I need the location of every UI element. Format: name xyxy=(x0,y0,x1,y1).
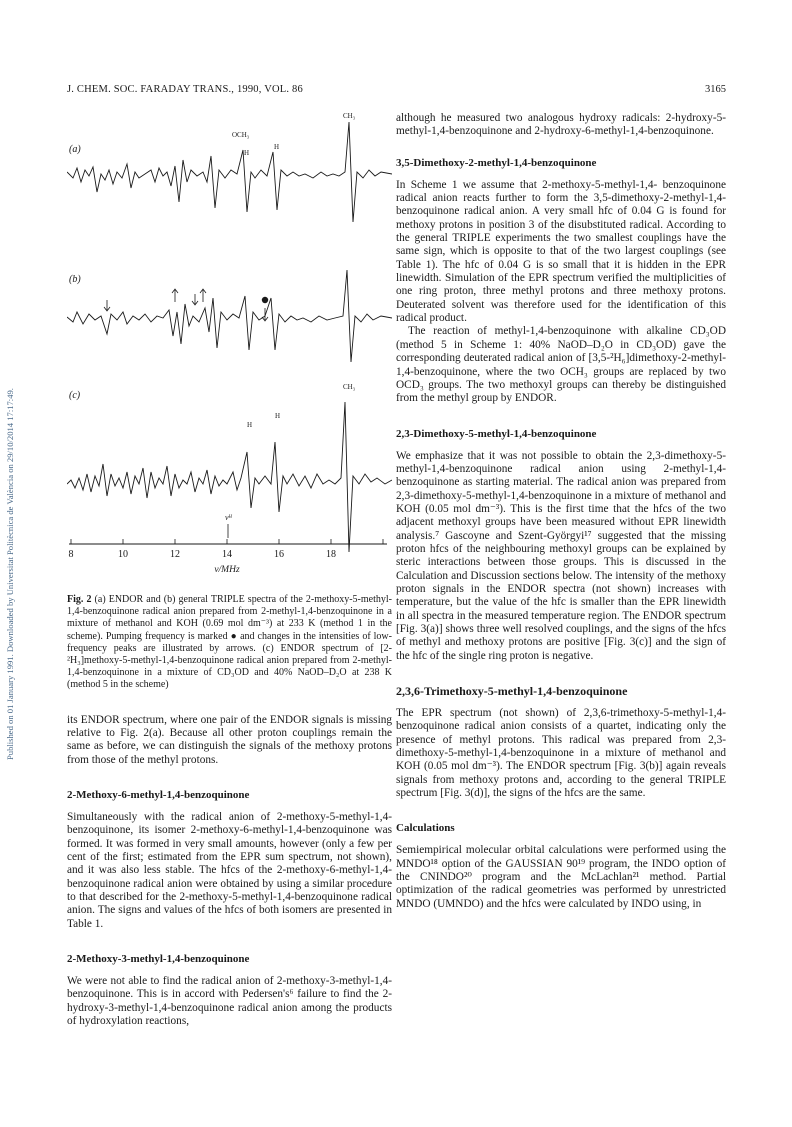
axis-tick-label: 16 xyxy=(274,549,284,560)
spectrum-trace-a xyxy=(67,122,392,222)
h-label-a2: H xyxy=(274,143,280,151)
section-heading: 2-Methoxy-6-methyl-1,4-benzoquinone xyxy=(67,789,250,801)
axis-tick-label: 18 xyxy=(326,549,336,560)
axis-tick-label: 12 xyxy=(170,549,180,560)
section-heading: 3,5-Dimethoxy-2-methyl-1,4-benzoquinone xyxy=(396,156,597,169)
arrow-marks-b xyxy=(104,289,268,321)
panel-a-label: (a) xyxy=(69,144,81,155)
paragraph: The reaction of methyl-1,4-benzoquinone with alkaline CD₃OD (method 5 in Scheme 1: 40% NaOD–D₂O in CD₃OD) gave the corresponding deuterated radical anion of [3,5-²H₆]dimethoxy-2-methyl-1,4-benzoquinone, where the two OCH₃ groups are replaced by two OCD₃ groups. The two methoxyl groups can thereby be distinguished from the methyl group by ENDOR. xyxy=(396,325,726,405)
download-watermark: Published on 01 January 1991. Downloaded by Universitat Politècnica de València on 29/10/2014 17:17:49. xyxy=(5,388,15,760)
spectrum-trace-c xyxy=(67,402,392,552)
pump-frequency-marker xyxy=(262,297,268,303)
left-column xyxy=(67,112,392,1028)
ch3-label-c: CH₃ xyxy=(343,383,356,391)
right-column xyxy=(396,112,726,911)
axis-label: ν/MHz xyxy=(214,565,240,575)
figure-caption xyxy=(67,594,392,692)
caption-text: (a) ENDOR and (b) general TRIPLE spectra of the 2-methoxy-5-methyl-1,4-benzoquinone radical anion prepared from 2-methyl-1,4-benzoquinone in a mixture of methanol and KOH (0.69 mol dm⁻³) at 233 K (method 1 in the scheme). Pumping frequency is marked ● and changes in the intensities of low-frequency peaks are illustrated by arrows. (c) ENDOR spectrum of [2-²H₃]methoxy-5-methyl-1,4-benzoquinone radical anion prepared from 2-methyl-1,4-benzoquinone in a mixture of CD₃OD and 40% NaOD–D₂O at 238 K (method 5 in the scheme) xyxy=(67,594,392,691)
axis-tick-label: 8 xyxy=(68,549,74,560)
paragraph: We emphasize that it was not possible to obtain the 2,3-dimethoxy-5-methyl-1,4-benzoquinone radical anion using 2-methyl-1,4-benzoquinone as starting material. The radical anion was prepared from 2,3-dimethoxy-5-methyl-1,4-benzoquinone in a mixture of methanol and KOH (0.05 mol dm⁻³). This is the first time that the hfcs of the two adjacent methoxyl groups have been measured without EPR linewidth analysis.⁷ Gascoyne and Szent-Györgyi¹⁷ suggested that the missing proton hfcs of the neighbouring methoxyl groups can be explained by steric interactions between those groups. This is discussed in the Calculation and Discussion sections below. The intensity of the methoxy proton signals in the ENDOR spectra (not shown) increases with temperature, but the value of the hfc is smaller than the EPR linewidth in all spectra in the measured temperature region. The ENDOR spectrum [Fig. 3(a)] shows three well resolved couplings, and the signs of the hfcs of methyl and methoxy protons are positive [Fig. 3(c)] and the sign of the hfc of the single ring proton is negative. xyxy=(396,449,726,662)
panel-c-label: (c) xyxy=(69,390,81,401)
h-label-c1: H xyxy=(275,412,281,420)
nu-h-label: νᴴ xyxy=(225,513,232,522)
caption-label: Fig. 2 xyxy=(67,594,92,605)
axis-tick-marks xyxy=(71,539,383,544)
section-heading: Calculations xyxy=(396,822,455,835)
section-heading: 2,3,6-Trimethoxy-5-methyl-1,4-benzoquinone xyxy=(396,684,628,699)
axis-tick-label: 14 xyxy=(222,549,232,560)
paragraph: its ENDOR spectrum, where one pair of the ENDOR signals is missing relative to Fig. 2(a). Because all other proton couplings remain the same as before, we can distinguish the signals of the methoxy protons from those of the methyl protons. xyxy=(67,713,392,766)
paragraph: In Scheme 1 we assume that 2-methoxy-5-methyl-1,4- benzoquinone radical anion reacts further to form the 3,5-dimethoxy-2-methyl-1,4-benzoquinone radical anion. A very small hfc of 0.04 G is found for methoxy protons in position 3 of the disubstituted radical. According to the general TRIPLE experiments the two smallest couplings have the same sign, which is opposite to that of the two largest couplings (see Table 1). The hfc of 0.04 G is so small that it is hidden in the EPR linewidth. Simulation of the EPR spectrum verified the multiplicities of one ring proton, three methyl protons and three methoxy protons. Deuterated solvent was therefore used for the identification of this radical product. xyxy=(396,178,726,325)
paragraph: The EPR spectrum (not shown) of 2,3,6-trimethoxy-5-methyl-1,4-benzoquinone radical anion consists of a quartet, indicating only the presence of methyl protons. This radical was prepared from 2,3-dimethoxy-5-methyl-1,4-benzoquinone in a mixture of methanol and KOH (0.05 mol dm⁻³). The ENDOR spectrum [Fig. 3(b)] again reveals signals from methoxy protons and, according to the general TRIPLE spectrum [Fig. 3(d)], the signs of the hfcs are the same. xyxy=(396,707,726,800)
axis-tick-label: 10 xyxy=(118,549,128,560)
paragraph: We were not able to find the radical anion of 2-methoxy-3-methyl-1,4-benzoquinone. This is in accord with Pedersen's⁶ failure to find the 2-hydroxy-3-methyl-1,4-benzoquinone radical anion among the products of hydroxylation reactions, xyxy=(67,975,392,1028)
och3-label-a: OCH₃ xyxy=(232,131,250,139)
section-heading: 2-Methoxy-3-methyl-1,4-benzoquinone xyxy=(67,953,250,966)
spectrum-trace-b xyxy=(67,270,392,362)
page-number: 3165 xyxy=(705,84,726,95)
h-label-c2: H xyxy=(247,421,253,429)
section-heading: 2,3-Dimethoxy-5-methyl-1,4-benzoquinone xyxy=(396,427,597,440)
paragraph: although he measured two analogous hydroxy radicals: 2-hydroxy-5-methyl-1,4-benzoquinone and 2-hydroxy-6-methyl-1,4-benzoquinone. xyxy=(396,112,726,138)
ch3-label-a: CH₃ xyxy=(343,112,356,120)
paragraph: Simultaneously with the radical anion of 2-methoxy-5-methyl-1,4-benzoquinone, its isomer 2-methoxy-6-methyl-1,4-benzoquinone was formed. It was formed in very small amounts, however (only a few per cent of the first; estimated from the EPR sum spectrum, not shown), and it was also less stable. The hfcs of the 2-methoxy-6-methyl-1,4-benzoquinone radical anion were obtained by using a similar procedure to that described for the 2-methoxy-5-methyl-1,4-benzoquinone radical anion. The signs and values of the hfcs of both isomers are presented in Table 1. xyxy=(67,811,392,930)
panel-b-label: (b) xyxy=(69,274,81,285)
endor-spectra xyxy=(67,112,392,590)
paragraph: Semiempirical molecular orbital calculations were performed using the MNDO¹⁸ option of the GAUSSIAN 90¹⁹ program, the INDO option of the CNINDO²⁰ program and the McLachlan²¹ method. Partial optimization of the radical geometries was performed by unrestricted MNDO (UMNDO) and the hfcs were calculated by INDO using, in xyxy=(396,844,726,910)
figure-2 xyxy=(67,112,392,590)
running-head: J. CHEM. SOC. FARADAY TRANS., 1990, VOL. 86 xyxy=(67,84,303,95)
h-label-a1: H xyxy=(244,149,250,157)
